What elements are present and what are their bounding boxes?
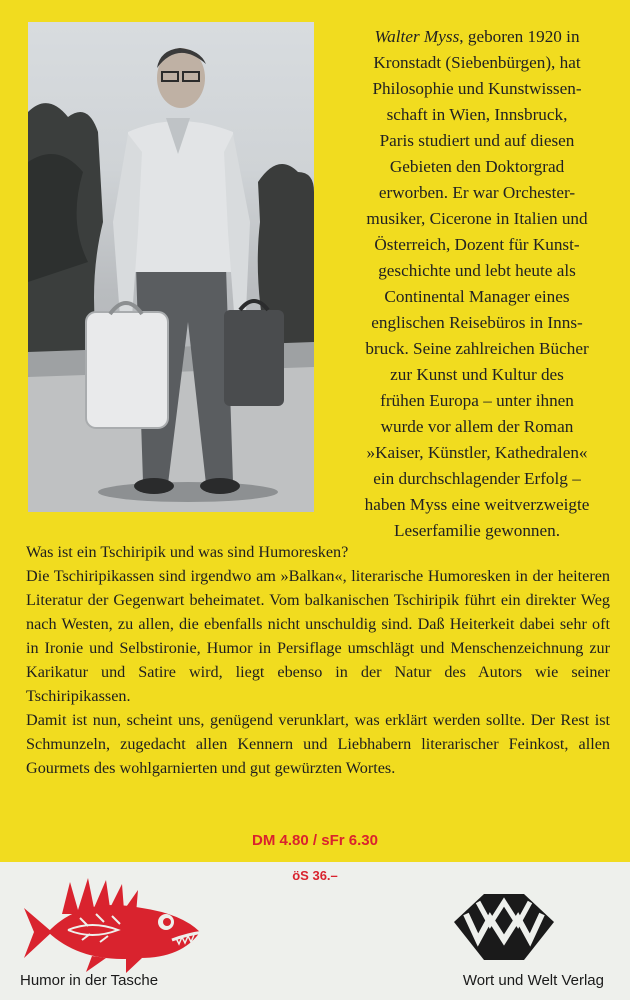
blurb-paragraph: Die Tschiripikassen sind irgendwo am »Balkan«, literarische Humoresken in der heiteren Literatur der Gegenwart beheimatet. Vom balkanischen Tschiripik führt ein direkter Weg nach Westen, zu allen, die ebenfalls nicht unschuldig sind. Daß Heiterkeit dabei sehr oft in Ironie und Selbstironie, Humor in Persiflage umschlägt und Menschenzeichnung zur Karikatur und Satire wird, liegt ebenso in der Natur des Autors wie seiner Tschiripikassen. — [26, 567, 610, 705]
bio-line: bruck. Seine zahlreichen Bücher — [365, 339, 589, 358]
bio-line: musiker, Cicerone in Italien und — [366, 209, 588, 228]
author-photo-illustration — [28, 22, 314, 512]
bio-line: Philosophie und Kunstwissen- — [372, 79, 582, 98]
price-dm-sfr: DM 4.80 / sFr 6.30 — [252, 832, 378, 849]
author-photo — [28, 22, 314, 512]
bio-first-line — [330, 24, 624, 50]
bio-line: Leserfamilie gewonnen. — [393, 521, 561, 540]
bio-line: »Kaiser, Künstler, Kathedralen« — [366, 443, 588, 462]
bio-line: erworben. Er war Orchester- — [378, 183, 576, 202]
bio-line: frühen Europa – unter ihnen — [380, 391, 574, 410]
bio-line: zur Kunst und Kultur des — [390, 365, 564, 384]
author-name: Walter Myss — [374, 27, 460, 46]
bio-line: geschichte und lebt heute als — [378, 261, 576, 280]
bio-line: Kronstadt (Siebenbürgen), hat — [373, 53, 581, 72]
bio-line: Gebieten den Doktorgrad — [389, 157, 565, 176]
blurb-question: Was ist ein Tschiripik und was sind Humoresken? — [26, 543, 349, 561]
bio-line: Paris studiert und auf diesen — [379, 131, 575, 150]
bio-line: Continental Manager eines — [384, 287, 570, 306]
book-blurb — [26, 540, 610, 780]
price-oes: öS 36.– — [292, 868, 338, 883]
bio-line-1: , geboren 1920 in — [459, 27, 580, 46]
publisher-name: Wort und Welt Verlag — [462, 972, 604, 989]
bio-line: englischen Reisebüros in Inns- — [371, 313, 583, 332]
bio-line: Österreich, Dozent für Kunst- — [374, 235, 580, 254]
author-bio — [330, 24, 624, 544]
bio-line: haben Myss eine weitverzweigte — [364, 495, 590, 514]
bio-line: ein durchschlagender Erfolg – — [373, 469, 581, 488]
fish-logo-icon — [22, 874, 212, 979]
bio-line: schaft in Wien, Innsbruck, — [386, 105, 568, 124]
series-name: Humor in der Tasche — [20, 972, 159, 989]
blurb-paragraph: Damit ist nun, scheint uns, genügend verunklart, was erklärt werden sollte. Der Rest ist Schmunzeln, zugedacht allen Kennern und Liebhabern literarischer Feinkost, allen Gourmets des wohlgarnierten und gut gewürzten Wortes. — [26, 711, 610, 777]
publisher-logo-icon — [454, 894, 554, 965]
bio-line: wurde vor allem der Roman — [380, 417, 574, 436]
